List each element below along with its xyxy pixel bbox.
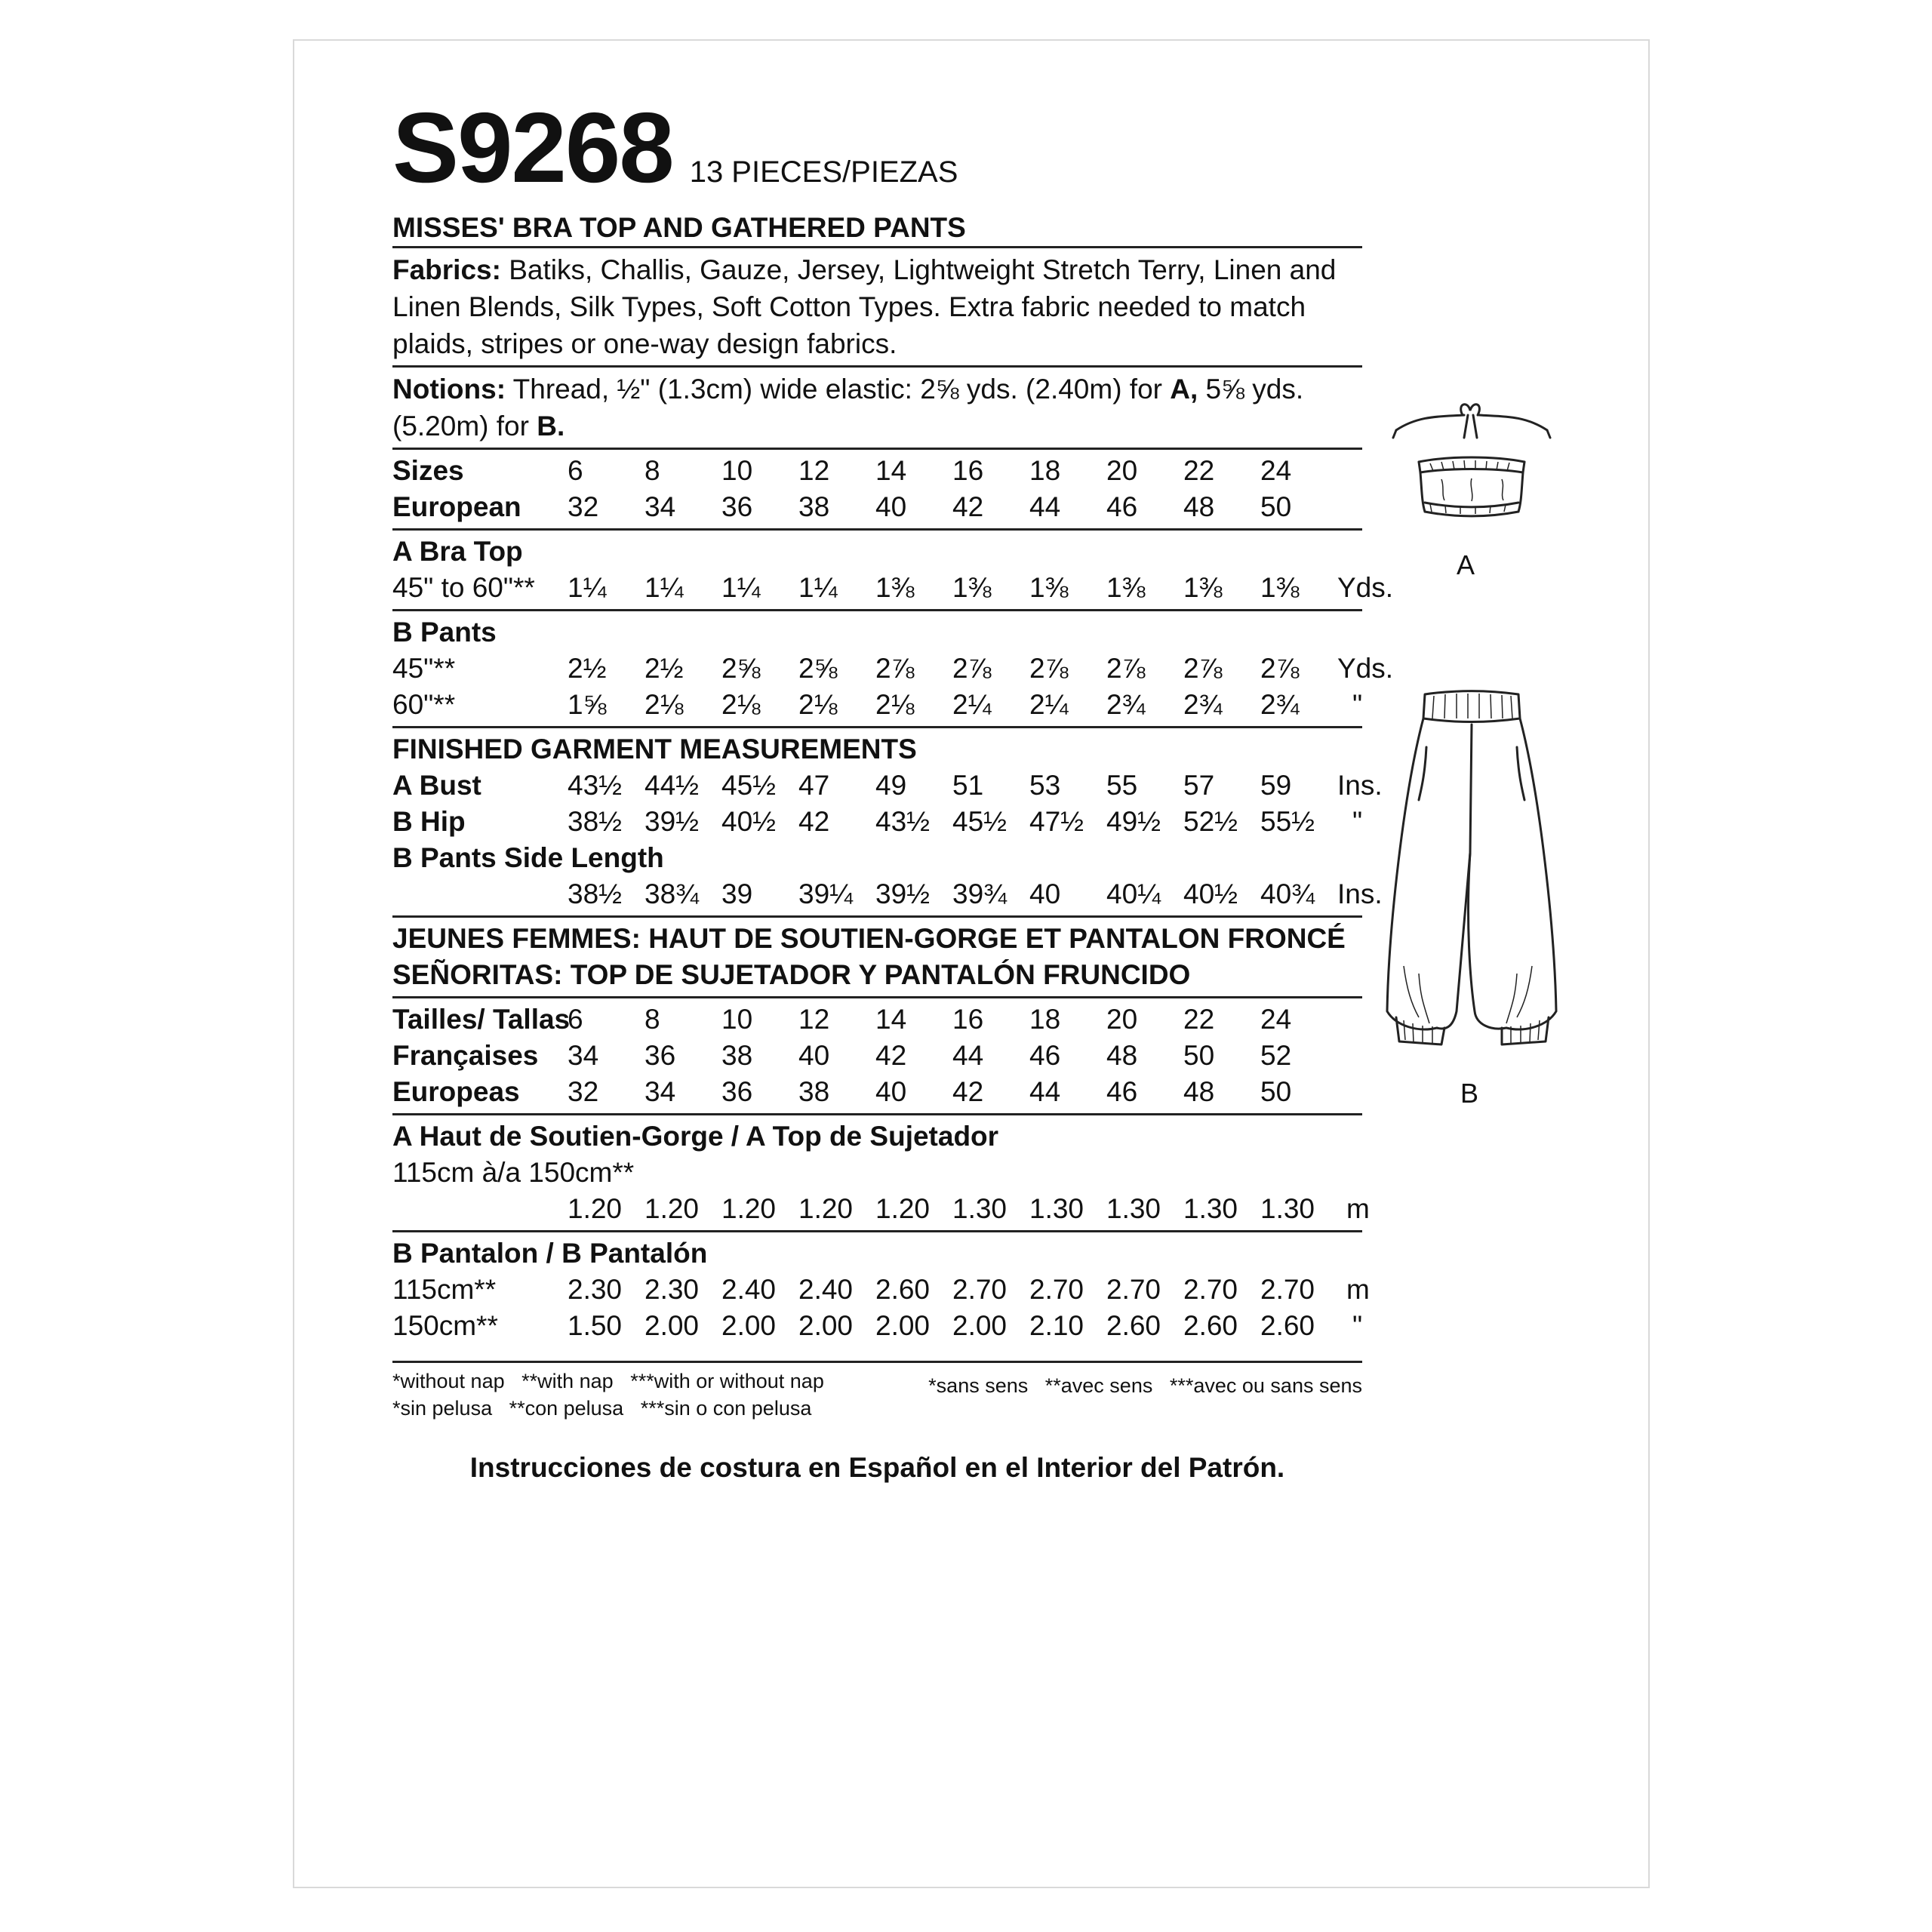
yardage-cell: 2½ — [568, 653, 607, 684]
meter-cell: 1.20 — [721, 1193, 777, 1224]
yardage-cell: 1¼ — [645, 572, 684, 603]
size-cell: 20 — [1106, 1004, 1138, 1035]
french-title: JEUNES FEMMES: HAUT DE SOUTIEN-GORGE ET PANTALON FRONCÉ — [392, 923, 1346, 954]
meter-cell: 1.30 — [1029, 1193, 1084, 1224]
size-cell: 6 — [568, 1004, 583, 1035]
meter-cell: 1.20 — [798, 1193, 854, 1224]
side-length-row — [392, 876, 1383, 912]
hip-label: B Hip — [392, 806, 466, 837]
meter-cell: 1.30 — [1183, 1193, 1238, 1224]
size-cell: 34 — [568, 1040, 599, 1071]
yardage-cell: 1⅜ — [1260, 572, 1300, 603]
fabrics-text: Batiks, Challis, Gauze, Jersey, Lightweight Stretch Terry, Linen and Linen Blends, Silk Types, Soft Cotton Types. Extra fabric needed to match plaids, stripes or one-way design fabrics. — [392, 254, 1337, 359]
meter-cell: 2.40 — [798, 1274, 854, 1305]
yardage-cell: 2⅞ — [875, 653, 915, 684]
notions-label: Notions: — [392, 374, 506, 405]
side-length-label: B Pants Side Length — [392, 842, 664, 873]
measure-cell: 39 — [721, 878, 753, 909]
meter-cell: 1.50 — [568, 1310, 623, 1341]
meter-cell: 1.30 — [952, 1193, 1008, 1224]
european-label: European — [392, 491, 521, 522]
size-cell: 32 — [568, 1076, 599, 1107]
measure-cell: 47 — [798, 770, 830, 801]
metric-pants-row-150 — [392, 1308, 1362, 1344]
size-cell: 48 — [1106, 1040, 1138, 1071]
yardage-cell: 2⅞ — [1029, 653, 1069, 684]
size-cell: 20 — [1106, 455, 1138, 486]
meter-cell: 2.30 — [645, 1274, 700, 1305]
meter-cell: 1.20 — [875, 1193, 931, 1224]
fabrics-section — [392, 246, 1362, 365]
piece-count: 13 PIECES/PIEZAS — [689, 155, 958, 189]
yardage-cell: 1⅜ — [1106, 572, 1146, 603]
footnote-spanish: *sin pelusa **con pelusa ***sin o con pelusa — [392, 1397, 812, 1420]
view-a-label: A — [1457, 549, 1475, 580]
size-cell: 38 — [798, 1076, 830, 1107]
unit-label: Ins. — [1337, 878, 1383, 909]
sizes-label: Sizes — [392, 455, 464, 486]
measure-cell: 55 — [1106, 770, 1138, 801]
measure-cell: 43½ — [875, 806, 931, 837]
footnote-english: *without nap **with nap ***with or without nap — [392, 1370, 824, 1392]
meter-cell: 2.70 — [1183, 1274, 1238, 1305]
measure-cell: 57 — [1183, 770, 1215, 801]
size-cell: 12 — [798, 455, 830, 486]
yardage-cell: 2½ — [645, 653, 684, 684]
meter-cell: 2.10 — [1029, 1310, 1084, 1341]
meter-cell: 2.70 — [1029, 1274, 1084, 1305]
european-cell: 42 — [952, 491, 984, 522]
measure-cell: 39¼ — [798, 878, 854, 909]
european-cell: 46 — [1106, 491, 1138, 522]
size-cell: 40 — [875, 1076, 907, 1107]
size-cell: 18 — [1029, 1004, 1061, 1035]
notions-text-2: 5⅝ yds. (5.20m) for — [392, 374, 1304, 441]
yardage-cell: 2⅞ — [1260, 653, 1300, 684]
measure-cell: 43½ — [568, 770, 623, 801]
measure-cell: 38½ — [568, 878, 623, 909]
meter-cell: 2.60 — [875, 1274, 931, 1305]
size-cell: 46 — [1029, 1040, 1061, 1071]
notions-view-a: A, — [1170, 374, 1198, 405]
size-cell: 40 — [798, 1040, 830, 1071]
meter-cell: 2.00 — [721, 1310, 777, 1341]
measure-cell: 38½ — [568, 806, 623, 837]
size-cell: 16 — [952, 1004, 984, 1035]
meter-cell: 2.40 — [721, 1274, 777, 1305]
size-cell: 46 — [1106, 1076, 1138, 1107]
yardage-cell: 1⅝ — [568, 689, 607, 720]
metric-sizes-section — [392, 996, 1362, 1113]
spanish-title: SEÑORITAS: TOP DE SUJETADOR Y PANTALÓN FRUNCIDO — [392, 959, 1191, 990]
european-cell: 38 — [798, 491, 830, 522]
meter-cell: 2.70 — [1106, 1274, 1161, 1305]
unit-label: m — [1346, 1274, 1370, 1305]
size-cell: 44 — [1029, 1076, 1061, 1107]
yardage-cell: 1¼ — [568, 572, 607, 603]
europeas-label: Europeas — [392, 1076, 520, 1107]
title-row — [392, 92, 1362, 203]
european-cell: 32 — [568, 491, 599, 522]
yardage-cell: 2⅞ — [1183, 653, 1223, 684]
yardage-cell: 2¾ — [1183, 689, 1223, 720]
yardage-cell: 2⅛ — [875, 689, 915, 720]
meter-cell: 2.30 — [568, 1274, 623, 1305]
meter-cell: 2.60 — [1183, 1310, 1238, 1341]
size-cell: 24 — [1260, 455, 1292, 486]
size-cell: 52 — [1260, 1040, 1292, 1071]
size-cell: 18 — [1029, 455, 1061, 486]
finished-measurements-section — [392, 726, 1383, 915]
european-cell: 50 — [1260, 491, 1292, 522]
european-cell: 34 — [645, 491, 676, 522]
yardage-cell: 2⅛ — [645, 689, 684, 720]
measure-cell: 55½ — [1260, 806, 1315, 837]
measure-cell: 59 — [1260, 770, 1292, 801]
yardage-cell: 1⅜ — [875, 572, 915, 603]
yardage-cell: 1⅜ — [1029, 572, 1069, 603]
yardage-cell: 2⅝ — [721, 653, 761, 684]
measure-cell: 40½ — [721, 806, 777, 837]
european-cell: 48 — [1183, 491, 1215, 522]
yardage-cell: 2¾ — [1106, 689, 1146, 720]
francaises-row — [392, 1038, 1362, 1074]
metric-pants-section — [392, 1230, 1370, 1361]
bust-row — [392, 768, 1383, 804]
sizes-section — [392, 448, 1362, 528]
yardage-cell: 2¼ — [952, 689, 992, 720]
pants-width-label: 45"** — [392, 653, 456, 684]
bust-label: A Bust — [392, 770, 481, 801]
size-cell: 36 — [645, 1040, 676, 1071]
size-cell: 38 — [721, 1040, 753, 1071]
yardage-cell: 2¾ — [1260, 689, 1300, 720]
measure-cell: 44½ — [645, 770, 700, 801]
size-cell: 14 — [875, 1004, 907, 1035]
size-cell: 8 — [645, 1004, 660, 1035]
notions-text-1: Thread, ½" (1.3cm) wide elastic: 2⅝ yds. (2.40m) for — [506, 374, 1171, 405]
measure-cell: 38¾ — [645, 878, 700, 909]
size-cell: 12 — [798, 1004, 830, 1035]
pants-section — [392, 609, 1394, 726]
sizes-row — [392, 453, 1362, 489]
meter-cell: 2.70 — [952, 1274, 1008, 1305]
size-cell: 22 — [1183, 1004, 1215, 1035]
size-cell: 50 — [1260, 1076, 1292, 1107]
meter-cell: 1.30 — [1106, 1193, 1161, 1224]
pants-row-45 — [392, 651, 1394, 687]
bra-top-section — [392, 528, 1394, 609]
foreign-titles — [392, 915, 1362, 996]
size-cell: 24 — [1260, 1004, 1292, 1035]
pattern-number: S9268 — [392, 92, 673, 203]
size-cell: 16 — [952, 455, 984, 486]
size-cell: 50 — [1183, 1040, 1215, 1071]
size-cell: 6 — [568, 455, 583, 486]
meter-cell: 2.60 — [1106, 1310, 1161, 1341]
measure-cell: 47½ — [1029, 806, 1084, 837]
pants-illustration — [1381, 679, 1562, 1072]
yardage-cell: 2⅛ — [721, 689, 761, 720]
metric-width-label: 115cm** — [392, 1274, 497, 1305]
metric-top-section — [392, 1113, 1370, 1230]
unit-label: m — [1346, 1193, 1370, 1224]
meter-cell: 2.70 — [1260, 1274, 1315, 1305]
yardage-cell: 2⅛ — [798, 689, 838, 720]
measure-cell: 49 — [875, 770, 907, 801]
bra-top-title: A Bra Top — [392, 536, 523, 567]
europeas-row — [392, 1074, 1362, 1110]
metric-width-label: 150cm** — [392, 1310, 498, 1341]
european-row — [392, 489, 1362, 525]
yardage-cell: 2⅞ — [952, 653, 992, 684]
size-cell: 36 — [721, 1076, 753, 1107]
yardage-cell: 1⅜ — [952, 572, 992, 603]
footnote-french: *sans sens **avec sens ***avec ou sans sens — [928, 1374, 1362, 1397]
notions-view-b: B. — [537, 411, 565, 441]
size-cell: 42 — [875, 1040, 907, 1071]
european-cell: 44 — [1029, 491, 1061, 522]
hip-row — [392, 804, 1362, 840]
measure-cell: 40¾ — [1260, 878, 1315, 909]
fabrics-label: Fabrics: — [392, 254, 501, 285]
spanish-instructions-note: Instrucciones de costura en Español en el Interior del Patrón. — [469, 1452, 1285, 1483]
unit-label: " — [1352, 1310, 1363, 1341]
measure-cell: 45½ — [952, 806, 1008, 837]
size-cell: 34 — [645, 1076, 676, 1107]
measure-cell: 40¼ — [1106, 878, 1161, 909]
size-cell: 14 — [875, 455, 907, 486]
yardage-cell: 1¼ — [798, 572, 838, 603]
francaises-label: Françaises — [392, 1040, 539, 1071]
european-cell: 36 — [721, 491, 753, 522]
tailles-label: Tailles/ Tallas — [392, 1004, 571, 1035]
meter-cell: 2.00 — [798, 1310, 854, 1341]
measure-cell: 52½ — [1183, 806, 1238, 837]
pattern-info — [392, 92, 1394, 1484]
meter-cell: 1.20 — [645, 1193, 700, 1224]
size-cell: 10 — [721, 455, 753, 486]
size-cell: 48 — [1183, 1076, 1215, 1107]
meter-cell: 2.60 — [1260, 1310, 1315, 1341]
size-cell: 10 — [721, 1004, 753, 1035]
meter-cell: 1.20 — [568, 1193, 623, 1224]
metric-top-title: A Haut de Soutien-Gorge / A Top de Sujetador — [392, 1121, 999, 1152]
metric-pants-row-115 — [392, 1272, 1370, 1308]
measure-cell: 39½ — [875, 878, 931, 909]
pants-row-60 — [392, 687, 1362, 723]
yardage-cell: 2⅝ — [798, 653, 838, 684]
view-b-label: B — [1460, 1078, 1479, 1109]
measure-cell: 45½ — [721, 770, 777, 801]
size-cell: 22 — [1183, 455, 1215, 486]
measure-cell: 49½ — [1106, 806, 1161, 837]
finished-title: FINISHED GARMENT MEASUREMENTS — [392, 734, 917, 764]
size-cell: 42 — [952, 1076, 984, 1107]
metric-top-width-label: 115cm à/a 150cm** — [392, 1157, 635, 1188]
yardage-cell: 2⅞ — [1106, 653, 1146, 684]
measure-cell: 40 — [1029, 878, 1061, 909]
tailles-row — [392, 1001, 1362, 1038]
unit-label: Ins. — [1337, 770, 1383, 801]
pattern-title: MISSES' BRA TOP AND GATHERED PANTS — [392, 212, 966, 243]
measure-cell: 51 — [952, 770, 984, 801]
notions-section — [392, 365, 1362, 448]
bra-top-illustration — [1389, 392, 1555, 543]
meter-cell: 2.00 — [875, 1310, 931, 1341]
footnotes — [392, 1361, 1362, 1422]
unit-label: Yds. — [1337, 572, 1394, 603]
metric-pants-title: B Pantalon / B Pantalón — [392, 1238, 708, 1269]
metric-top-row — [392, 1191, 1370, 1227]
unit-label: Yds. — [1337, 653, 1394, 684]
yardage-cell: 2¼ — [1029, 689, 1069, 720]
yardage-cell: 1¼ — [721, 572, 761, 603]
meter-cell: 1.30 — [1260, 1193, 1315, 1224]
unit-label: " — [1352, 689, 1363, 720]
size-cell: 8 — [645, 455, 660, 486]
european-cell: 40 — [875, 491, 907, 522]
bra-top-width-label: 45" to 60"** — [392, 572, 535, 603]
meter-cell: 2.00 — [952, 1310, 1008, 1341]
measure-cell: 39½ — [645, 806, 700, 837]
measure-cell: 40½ — [1183, 878, 1238, 909]
pants-width-label: 60"** — [392, 689, 456, 720]
unit-label: " — [1352, 806, 1363, 837]
yardage-cell: 1⅜ — [1183, 572, 1223, 603]
measure-cell: 39¾ — [952, 878, 1008, 909]
bra-top-row — [392, 570, 1394, 606]
pants-title: B Pants — [392, 617, 497, 648]
measure-cell: 42 — [798, 806, 830, 837]
measure-cell: 53 — [1029, 770, 1061, 801]
footnotes-left — [392, 1367, 824, 1422]
meter-cell: 2.00 — [645, 1310, 700, 1341]
size-cell: 44 — [952, 1040, 984, 1071]
